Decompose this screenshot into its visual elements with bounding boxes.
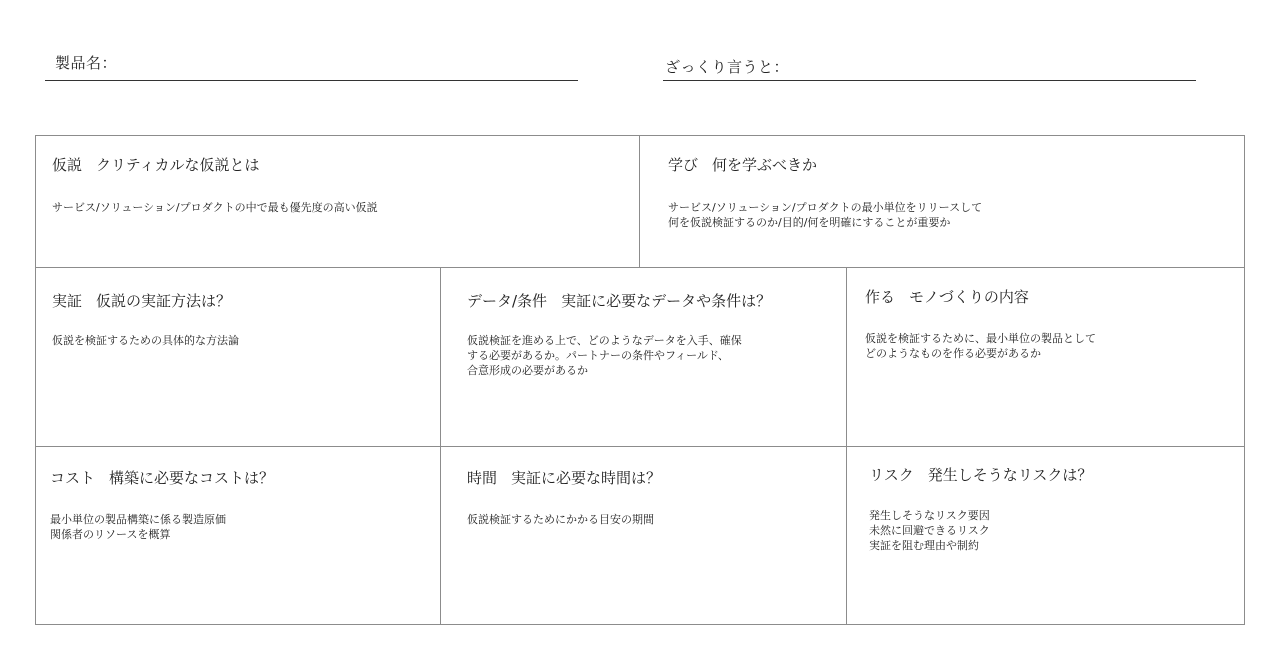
risk-title [869, 464, 1092, 485]
description-line: サービス/ソリューション/プロダクトの中で最も優先度の高い仮説 [52, 201, 378, 214]
summary-label: ざっくり言うと： [665, 58, 790, 76]
description-line: 発生しそうなリスク要因 [869, 509, 990, 522]
time-title [467, 467, 661, 488]
description-line: 何を仮説検証するのか/目的/何を明確にすることが重要か [668, 216, 951, 229]
build-description [865, 331, 1096, 361]
product-name-label: 製品名： [55, 54, 118, 72]
cell-question: クリティカルな仮説とは [96, 156, 260, 174]
time-cell[interactable] [441, 447, 847, 624]
build-cell[interactable] [847, 268, 1244, 447]
cost-cell[interactable] [36, 447, 441, 624]
cell-question: モノづくりの内容 [909, 288, 1029, 306]
description-line: する必要があるか。パートナーの条件やフィールド、 [467, 349, 729, 362]
cell-key: リスク [869, 466, 914, 484]
risk-cell[interactable] [847, 447, 1244, 624]
learning-title [668, 154, 817, 175]
data-conditions-title [467, 290, 771, 311]
cell-key: データ/条件 [467, 292, 548, 310]
cell-key: 作る [865, 288, 896, 306]
description-line: 合意形成の必要があるか [467, 364, 588, 377]
description-line: 実証を阻む理由や制約 [869, 539, 979, 552]
cell-key: 実証 [52, 292, 83, 310]
description-line: 仮説を検証するための具体的な方法論 [52, 334, 239, 347]
cell-question: 実証に必要な時間は？ [511, 469, 662, 487]
hypothesis-title [52, 154, 260, 175]
cell-question: 構築に必要なコストは？ [109, 469, 275, 487]
description-line: 関係者のリソースを概算 [50, 528, 171, 541]
description-line: 仮説を検証するために、最小単位の製品として [865, 332, 1096, 345]
hypothesis-cell[interactable] [36, 136, 640, 268]
hypothesis-canvas [35, 135, 1245, 625]
description-line: 最小単位の製品構築に係る製造原価 [50, 513, 226, 526]
description-line: どのようなものを作る必要があるか [865, 347, 1041, 360]
description-line: 仮説検証を進める上で、どのようなデータを入手、確保 [467, 334, 742, 347]
cell-key: 時間 [467, 469, 498, 487]
cell-key: 学び [668, 156, 699, 174]
cell-question: 何を学ぶべきか [712, 156, 818, 174]
cell-key: 仮説 [52, 156, 83, 174]
cost-title [50, 467, 274, 488]
summary-field[interactable] [663, 48, 1196, 81]
cell-question: 発生しそうなリスクは？ [927, 466, 1093, 484]
cell-question: 仮説の実証方法は？ [96, 292, 232, 310]
cost-description [50, 512, 226, 542]
description-line: 未然に回避できるリスク [869, 524, 990, 537]
cell-question: 実証に必要なデータや条件は？ [561, 292, 772, 310]
learning-description [668, 200, 982, 230]
data-conditions-cell[interactable] [441, 268, 847, 447]
verification-description [52, 333, 239, 348]
data-conditions-description [467, 333, 742, 378]
cell-key: コスト [50, 469, 96, 487]
risk-description [869, 508, 990, 553]
verification-title [52, 290, 231, 311]
time-description [467, 512, 654, 527]
verification-cell[interactable] [36, 268, 441, 447]
description-line: 仮説検証するためにかかる目安の期間 [467, 513, 654, 526]
product-name-field[interactable] [45, 48, 578, 81]
hypothesis-description [52, 200, 378, 215]
learning-cell[interactable] [640, 136, 1244, 268]
build-title [865, 286, 1029, 307]
description-line: サービス/ソリューション/プロダクトの最小単位をリリースして [668, 201, 983, 214]
